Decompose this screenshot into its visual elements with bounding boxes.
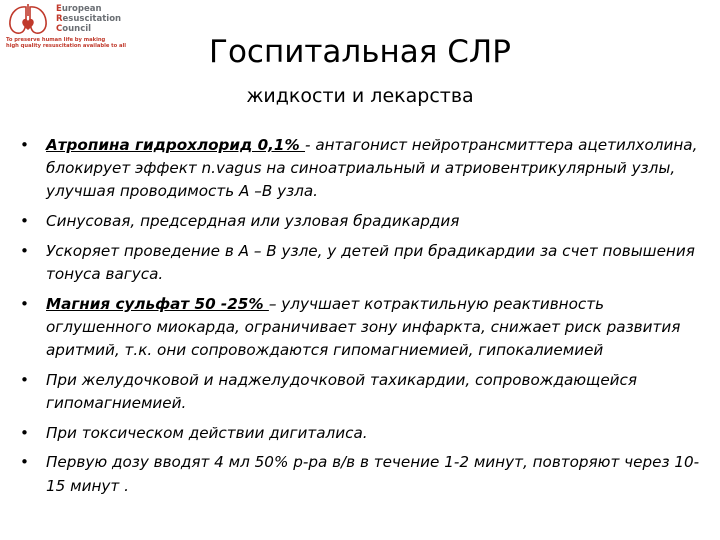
bullet-text: Первую дозу вводят 4 мл 50% р-ра в/в в течение 1-2 минут, повторяют через 10-15 минут . — [46, 453, 700, 495]
bullet-emphasis: Атропина гидрохлорид 0,1% — [46, 136, 306, 154]
logo-wordmark — [56, 4, 121, 34]
bullet-icon: • — [20, 136, 29, 154]
bullet-item — [20, 293, 700, 363]
logo-cap-r: R — [56, 14, 63, 24]
bullet-text: – улучшает котрактильную реактивность оглушенного миокарда, ограничивает зону инфаркта, снижает риск развития аритмий, т.к. они сопровождаются гипомагниемией, гипокалиемией — [46, 294, 681, 360]
bullet-icon: • — [20, 423, 29, 442]
bullet-item — [20, 134, 700, 204]
bullet-emphasis: Магния сульфат 50 -25% — [46, 294, 269, 313]
logo-word-2: esuscitation — [62, 14, 122, 24]
bullet-item — [20, 422, 700, 445]
bullet-item — [20, 369, 700, 415]
bullet-text: При желудочковой и наджелудочковой тахикардии, сопровождающейся гипомагниемией. — [46, 370, 638, 413]
bullet-icon: • — [20, 241, 29, 260]
bullet-icon: • — [20, 294, 29, 313]
logo-cap-e: E — [56, 4, 62, 14]
logo-tagline-2: high quality resuscitation available to all — [6, 43, 127, 49]
logo-word-3: ouncil — [62, 24, 92, 34]
logo-cap-c: C — [56, 24, 63, 34]
bullet-text: - антагонист нейротрансмиттера ацетилхолина, блокирует эффект n.vagus на синоатриальный и атриовентрикулярный узлы, улучшая проводимость А –В узла. — [46, 136, 698, 201]
bullet-list — [20, 134, 700, 504]
bullet-icon: • — [20, 453, 29, 472]
logo-word-1: uropean — [61, 4, 102, 14]
bullet-icon: • — [20, 370, 29, 389]
slide-subtitle: жидкости и лекарства — [246, 85, 474, 107]
bullet-item — [20, 451, 700, 497]
bullet-text: При токсическом действии дигиталиса. — [46, 423, 368, 442]
bullet-item — [20, 210, 700, 233]
bullet-text: Синусовая, предсердная или узловая брадикардия — [46, 212, 460, 231]
logo-tagline-1: To preserve human life by making — [6, 37, 106, 43]
slide-title: Госпитальная СЛР — [209, 34, 511, 70]
bullet-text: Ускоряет проведение в А – В узле, у детей при брадикардии за счет повышения тонуса вагуса. — [46, 241, 695, 284]
bullet-icon: • — [20, 212, 29, 231]
bullet-item — [20, 240, 700, 286]
